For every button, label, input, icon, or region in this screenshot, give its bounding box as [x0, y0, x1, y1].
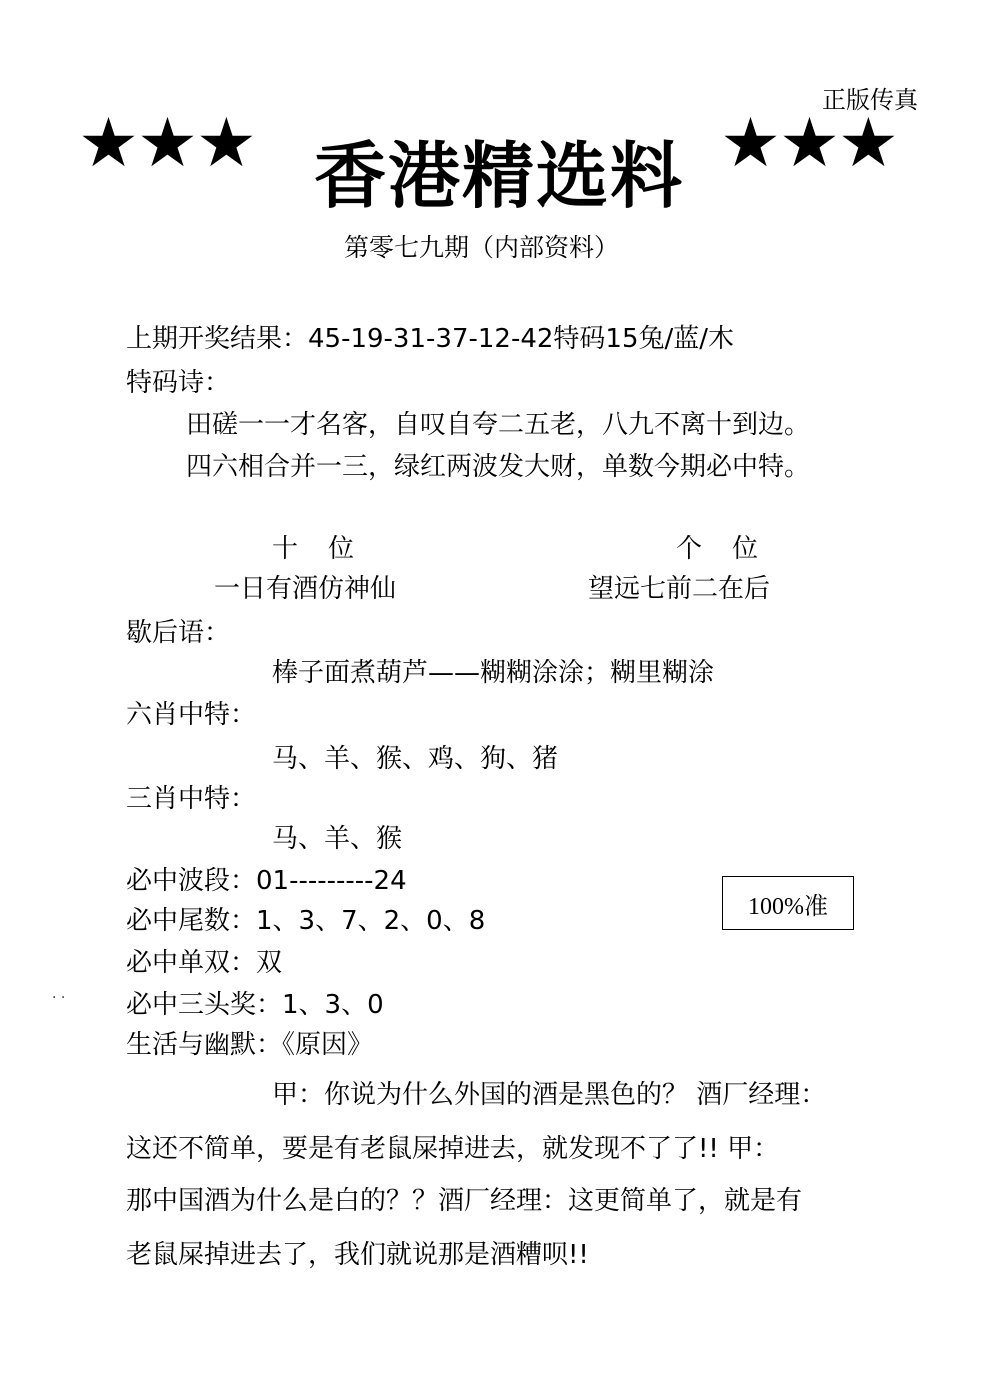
odd-even-pick: 必中单双：双 [126, 948, 283, 978]
humor-label: 生活与幽默：《原因》 [126, 1030, 374, 1060]
tens-heading: 十位 [272, 534, 385, 564]
six-zodiac-value: 马、羊、猴、鸡、狗、猪 [272, 744, 559, 774]
corner-tag: 正版传真 [822, 86, 918, 114]
joke-line-1: 甲：你说为什么外国的酒是黑色的？ 酒厂经理： [272, 1080, 827, 1110]
head3-pick: 必中三头奖：1、3、0 [126, 990, 384, 1020]
joke-line-2: 这还不简单，要是有老鼠屎掉进去，就发现不了了!! 甲： [126, 1134, 780, 1164]
ones-clue: 望远七前二在后 [588, 574, 771, 604]
three-zodiac-value: 马、羊、猴 [272, 824, 403, 854]
xiehouyu-text: 棒子面煮葫芦——糊糊涂涂；糊里糊涂 [272, 658, 715, 688]
wave-pick: 必中波段：01---------24 [126, 866, 407, 896]
stars-left-icon: ★★★ [78, 104, 255, 183]
joke-line-4: 老鼠屎掉进去了，我们就说那是酒糟呗!! [126, 1240, 589, 1270]
poem-line-1: 田磋一一才名客，自叹自夸二五老，八九不离十到边。 [186, 410, 811, 440]
page-title: 香港精选料 [314, 134, 685, 218]
poem-label: 特码诗： [126, 368, 231, 398]
xiehouyu-label: 歇后语： [126, 618, 231, 648]
accuracy-badge-text: 100%准 [748, 893, 828, 920]
last-result: 上期开奖结果：45-19-31-37-12-42特码15兔/蓝/木 [126, 324, 735, 354]
tail-pick: 必中尾数：1、3、7、2、0、8 [126, 906, 486, 936]
issue-subtitle: 第零七九期（内部资料） [344, 233, 620, 262]
accuracy-badge [722, 876, 854, 930]
scan-specks: · · [52, 990, 66, 1006]
joke-line-3: 那中国酒为什么是白的？？酒厂经理：这更简单了，就是有 [126, 1186, 803, 1216]
six-zodiac-label: 六肖中特： [126, 700, 257, 730]
ones-heading: 个位 [676, 534, 789, 564]
stars-right-icon: ★★★ [720, 104, 897, 183]
poem-line-2: 四六相合并一三，绿红两波发大财，单数今期必中特。 [186, 452, 811, 482]
three-zodiac-label: 三肖中特： [126, 784, 257, 814]
tens-clue: 一日有酒仿神仙 [214, 574, 397, 604]
